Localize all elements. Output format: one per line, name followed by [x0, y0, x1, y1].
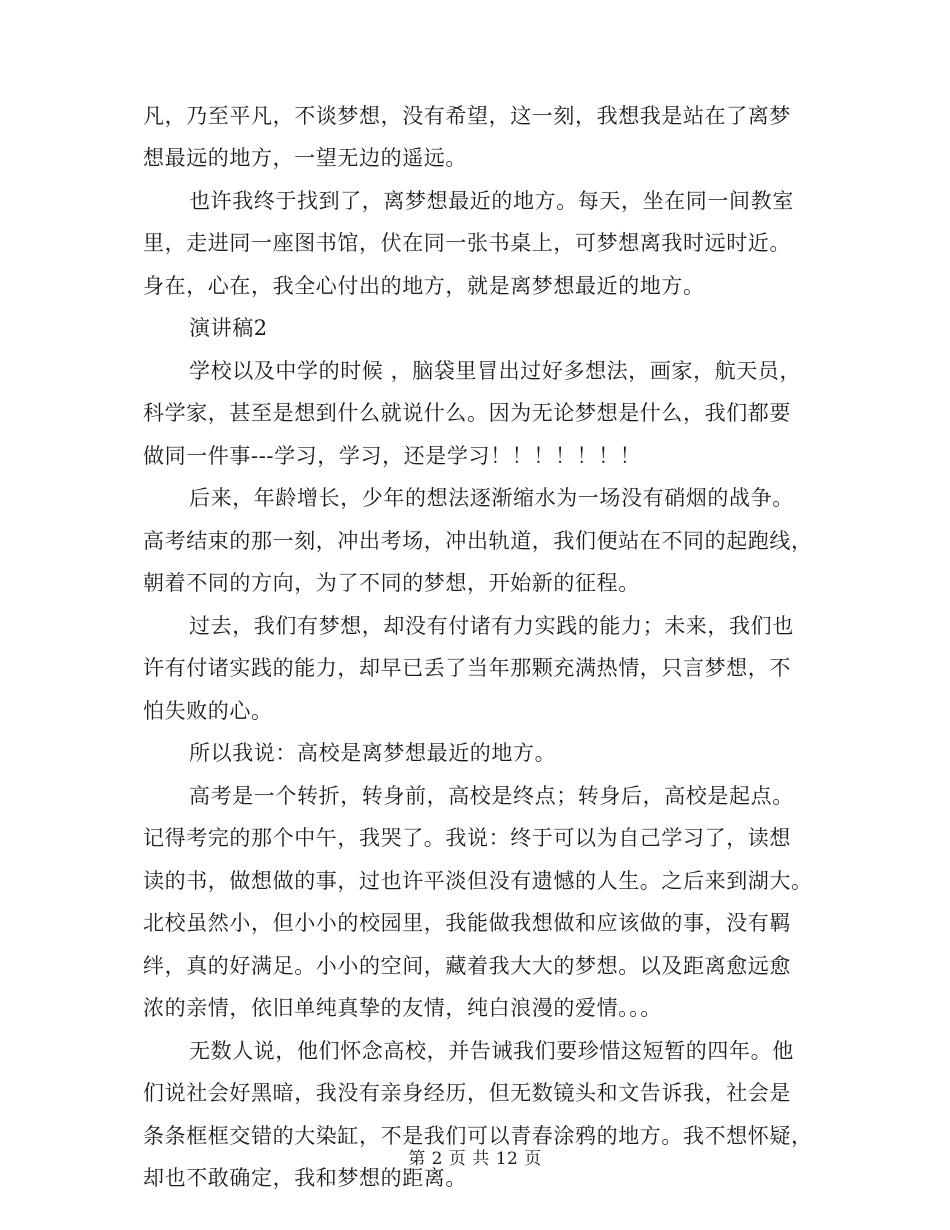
paragraph-start: 过去，我们有梦想，却没有付诸有力实践的能力；未来，我们也: [189, 614, 794, 638]
text-line: 记得考完的那个中午，我哭了。我说：终于可以为自己学习了，读想: [143, 826, 791, 850]
paragraph-start: 学校以及中学的时候 ，脑袋里冒出过好多想法，画家，航天员，: [189, 359, 802, 383]
paragraph-start: 也许我终于找到了，离梦想最近的地方。每天，坐在同一间教室: [189, 189, 794, 213]
text-line: 读的书，做想做的事，过也许平淡但没有遗憾的人生。之后来到湖大。: [143, 869, 813, 893]
text-line: 凡，乃至平凡，不谈梦想，没有希望，这一刻，我想我是站在了离梦: [143, 104, 791, 128]
text-line: 科学家，甚至是想到什么就说什么。因为无论梦想是什么，我们都要: [143, 401, 791, 425]
paragraph-start: 所以我说：高校是离梦想最近的地方。: [189, 741, 557, 765]
text-line: 高考结束的那一刻，冲出考场，冲出轨道，我们便站在不同的起跑线，: [143, 529, 813, 553]
paragraph-start: 后来，年龄增长，少年的想法逐渐缩水为一场没有硝烟的战争。: [189, 486, 794, 510]
text-line: 却也不敢确定，我和梦想的距离。: [143, 1166, 467, 1190]
text-line: 条条框框交错的大染缸，不是我们可以青春涂鸦的地方。我不想怀疑，: [143, 1124, 813, 1148]
paragraph-start: 无数人说，他们怀念高校，并告诫我们要珍惜这短暂的四年。他: [189, 1039, 794, 1063]
paragraph-start: 高考是一个转折，转身前，高校是终点；转身后，高校是起点。: [189, 784, 794, 808]
text-line: 绊，真的好满足。小小的空间，藏着我大大的梦想。以及距离愈远愈: [143, 954, 791, 978]
text-line: 身在，心在，我全心付出的地方，就是离梦想最近的地方。: [143, 274, 705, 298]
text-line: 想最远的地方，一望无边的遥远。: [143, 146, 467, 170]
section-heading: 演讲稿2: [189, 316, 268, 340]
text-line: 许有付诸实践的能力，却早已丢了当年那颗充满热情，只言梦想，不: [143, 656, 791, 680]
text-line: 们说社会好黑暗，我没有亲身经历，但无数镜头和文告诉我，社会是: [143, 1081, 791, 1105]
text-line: 朝着不同的方向，为了不同的梦想，开始新的征程。: [143, 571, 640, 595]
text-line: 北校虽然小，但小小的校园里，我能做我想做和应该做的事，没有羁: [143, 911, 791, 935]
page-number: 第 2 页 共 12 页: [408, 1149, 542, 1169]
text-line: 浓的亲情，依旧单纯真挚的友情，纯白浪漫的爱情。。。: [143, 996, 662, 1020]
text-line: 做同一件事---学习，学习，还是学习！！！！！！！: [143, 444, 642, 468]
text-line: 怕失败的心。: [143, 699, 273, 723]
text-line: 里，走进同一座图书馆，伏在同一张书桌上，可梦想离我时远时近。: [143, 231, 791, 255]
